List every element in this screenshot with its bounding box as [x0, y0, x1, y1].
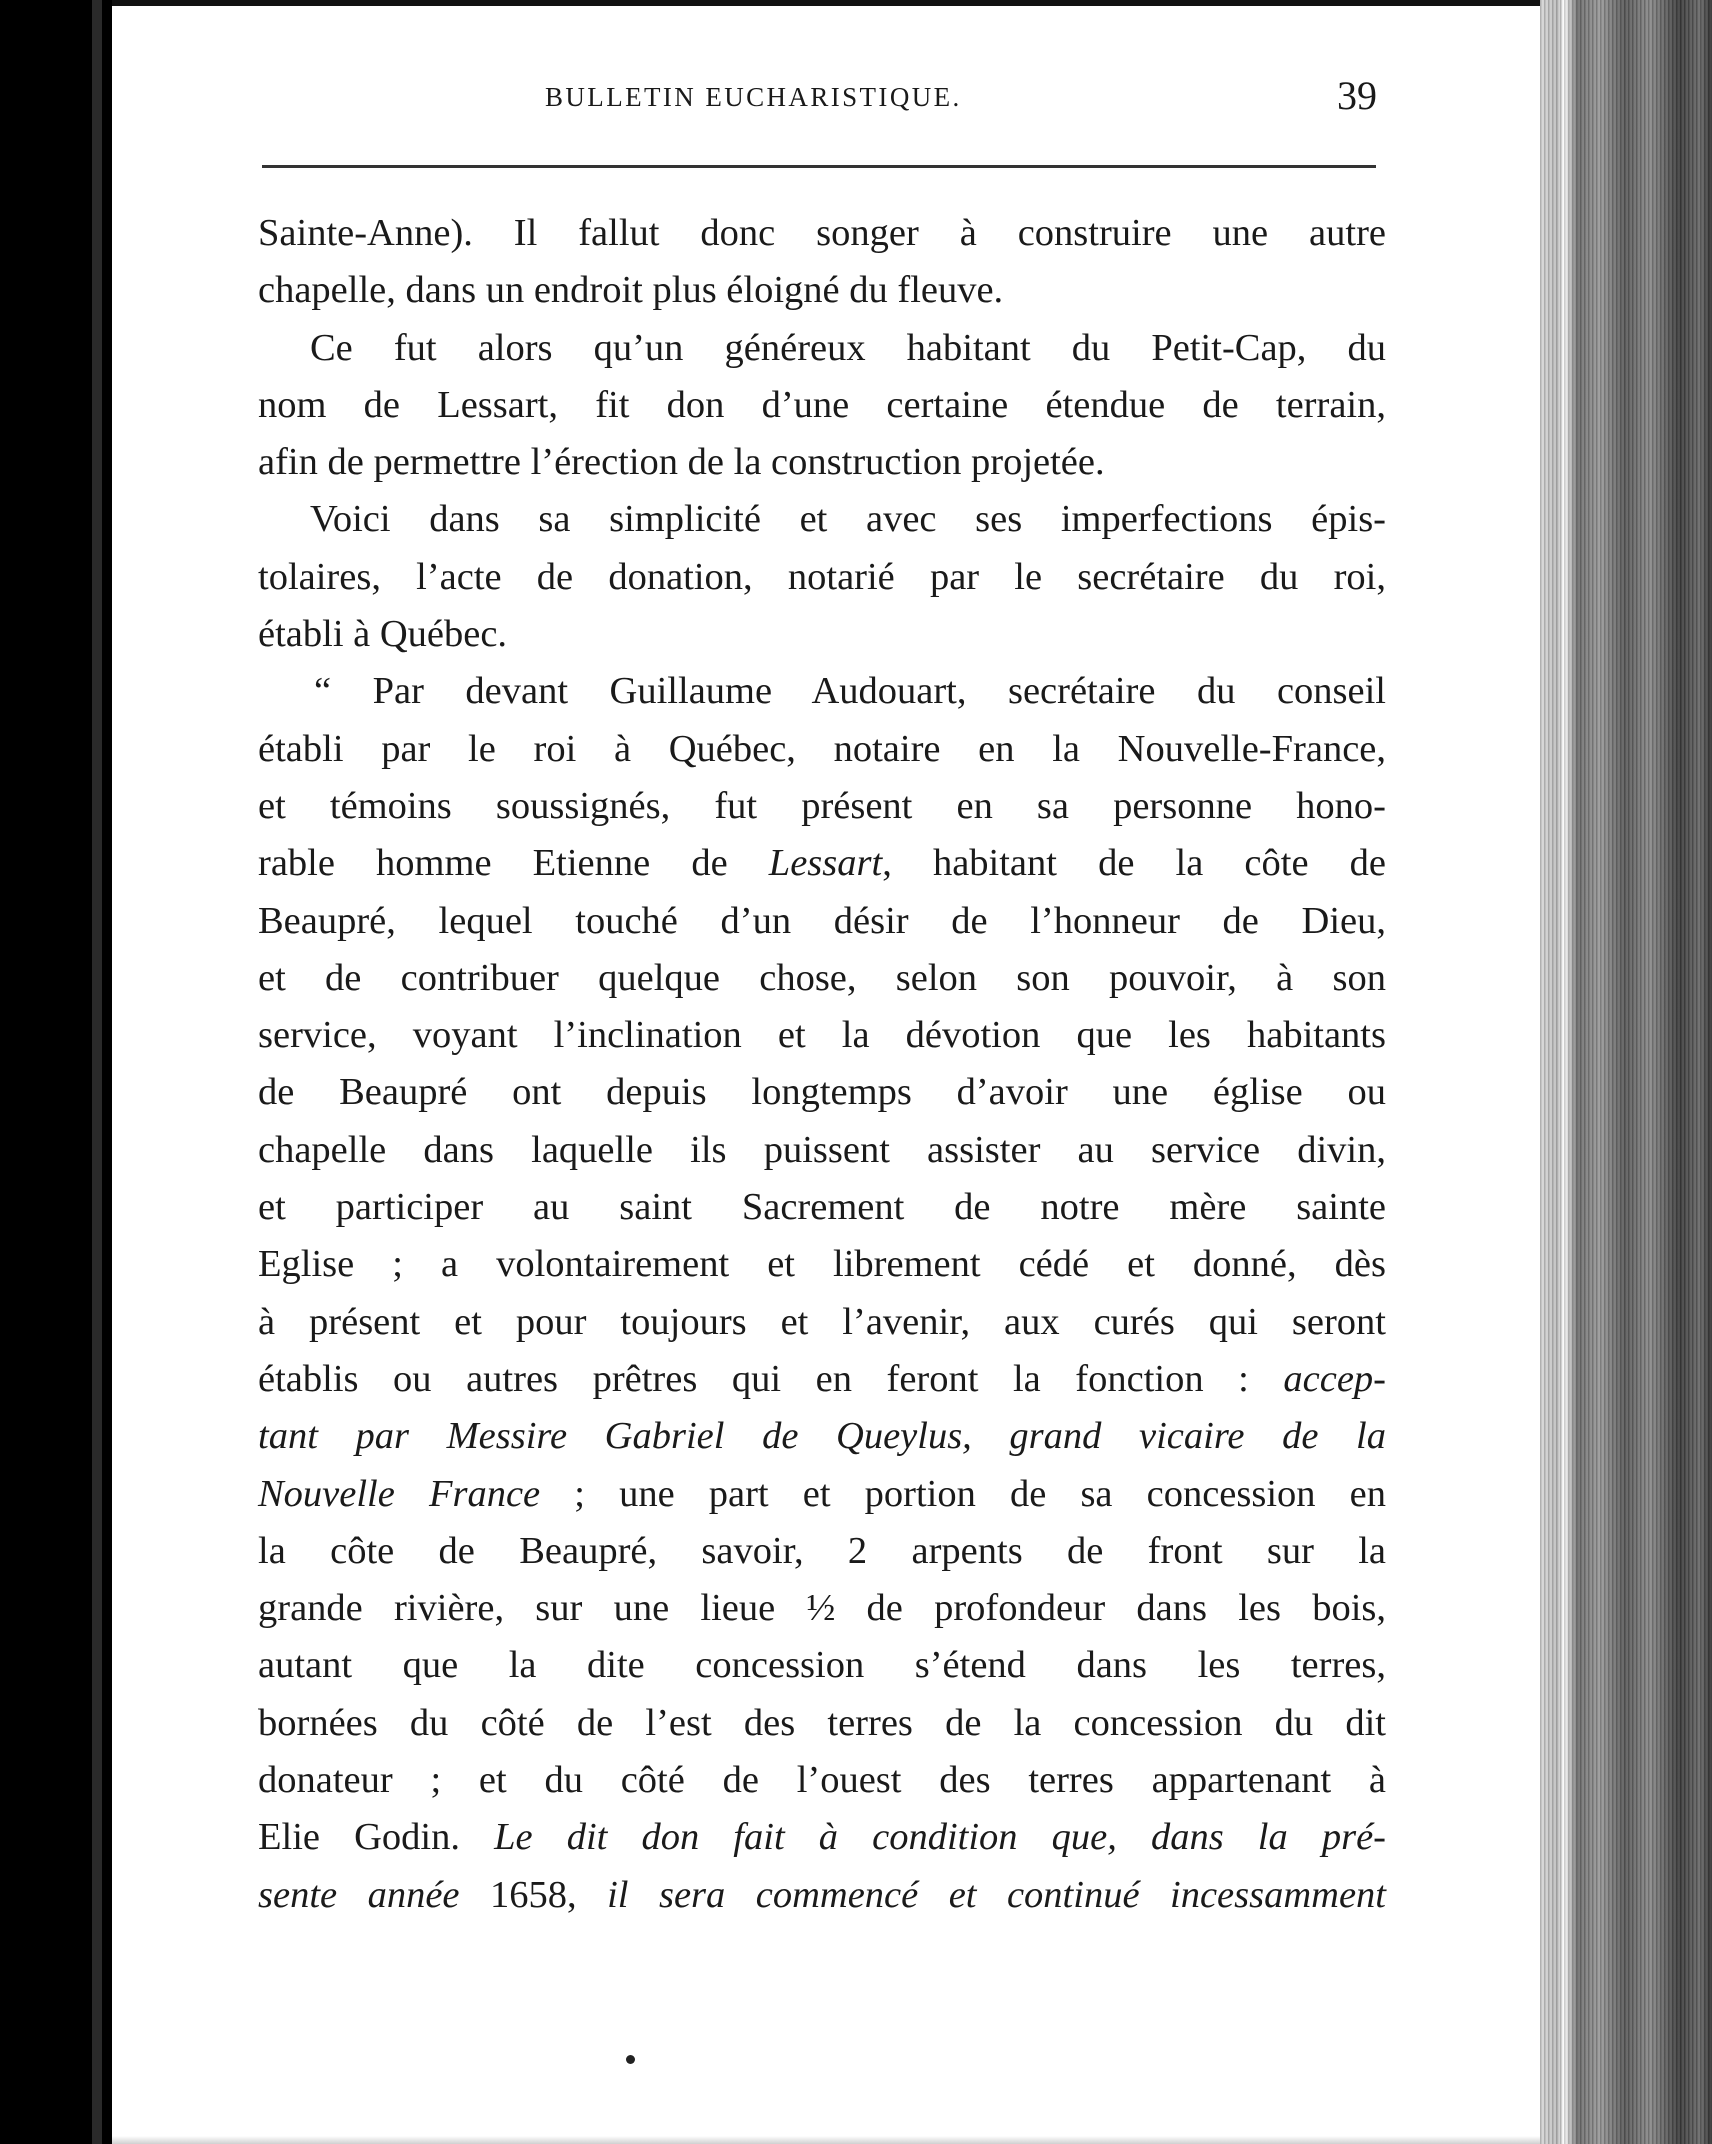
- text-line: la côte de Beaupré, savoir, 2 arpents de front sur la: [258, 1529, 1386, 1572]
- header-rule: [262, 165, 1376, 168]
- ink-speck: [626, 2055, 635, 2064]
- text-line: établi par le roi à Québec, notaire en la Nouvelle-France,: [258, 727, 1386, 770]
- text-line: Sainte-Anne). Il fallut donc songer à construire une autre: [258, 212, 1386, 254]
- text-line: [258, 1809, 1386, 1866]
- italic-run: Le dit don fait à condition que, dans la pré-: [494, 1816, 1386, 1859]
- page-edge-lines: [1540, 0, 1712, 2144]
- text-line: grande rivière, sur une lieue ½ de profondeur dans les bois,: [258, 1587, 1386, 1630]
- text-run: ; une part et portion de sa concession en: [540, 1472, 1387, 1515]
- text-line: de Beaupré ont depuis longtemps d’avoir une église ou: [258, 1071, 1386, 1114]
- text-line: autant que la dite concession s’étend dans les terres,: [258, 1644, 1386, 1687]
- text-line: [258, 1466, 1386, 1523]
- gutter-strip: [92, 0, 102, 2144]
- text-line: nom de Lessart, fit don d’une certaine étendue de terrain,: [258, 383, 1386, 426]
- text-line: établi à Québec.: [258, 613, 508, 656]
- text-line: afin de permettre l’érection de la construction projetée.: [258, 441, 1105, 484]
- italic-run: accep-: [1283, 1357, 1386, 1400]
- text-line: tolaires, l’acte de donation, notarié par le secrétaire du roi,: [258, 555, 1386, 598]
- text-line: “ Par devant Guillaume Audouart, secrétaire du conseil: [314, 670, 1386, 713]
- text-line: [258, 1867, 1386, 1924]
- italic-run: il sera commencé et continué incessamment: [607, 1873, 1386, 1916]
- italic-run: sente année: [258, 1873, 460, 1916]
- italic-run: tant par Messire Gabriel de Queylus, grand vicaire de la: [258, 1415, 1386, 1458]
- text-line: à présent et pour toujours et l’avenir, aux curés qui seront: [258, 1300, 1386, 1343]
- text-run: établis ou autres prêtres qui en feront la fonction :: [258, 1357, 1284, 1400]
- scan-top-border: [112, 0, 1540, 6]
- text-run: Elie Godin.: [258, 1816, 495, 1859]
- text-line: [258, 1351, 1386, 1408]
- text-line: Eglise ; a volontairement et librement cédé et donné, dès: [258, 1243, 1386, 1286]
- text-line: et témoins soussignés, fut présent en sa personne hono-: [258, 784, 1386, 827]
- scan-bottom-shadow: [112, 2136, 1540, 2144]
- text-line: Beaupré, lequel touché d’un désir de l’honneur de Dieu,: [258, 899, 1386, 942]
- text-line: Voici dans sa simplicité et avec ses imperfections épis-: [310, 498, 1386, 541]
- page-body-text: [258, 205, 1386, 1924]
- facing-page-gutter: [0, 0, 112, 2144]
- text-line: [258, 1408, 1386, 1465]
- text-line: bornées du côté de l’est des terres de la concession du dit: [258, 1701, 1386, 1744]
- italic-name: Lessart: [768, 842, 883, 885]
- text-line: chapelle dans laquelle ils puissent assister au service divin,: [258, 1128, 1386, 1171]
- italic-run: Nouvelle France: [258, 1472, 541, 1515]
- text-line: [258, 835, 1386, 892]
- text-run: , habitant de la côte de: [882, 842, 1386, 885]
- text-line: et de contribuer quelque chose, selon son pouvoir, à son: [258, 956, 1386, 999]
- text-line: service, voyant l’inclination et la dévotion que les habitants: [258, 1014, 1386, 1057]
- running-title: BULLETIN EUCHARISTIQUE.: [545, 82, 962, 112]
- book-page-edges: [1540, 0, 1712, 2144]
- page-number: 39: [1337, 73, 1377, 118]
- text-line: chapelle, dans un endroit plus éloigné du fleuve.: [258, 269, 1004, 312]
- text-line: donateur ; et du côté de l’ouest des terres appartenant à: [258, 1759, 1386, 1802]
- text-run: 1658,: [459, 1873, 608, 1916]
- text-line: Ce fut alors qu’un généreux habitant du Petit-Cap, du: [310, 326, 1386, 369]
- text-line: et participer au saint Sacrement de notre mère sainte: [258, 1186, 1386, 1229]
- text-run: rable homme Etienne de: [258, 842, 769, 885]
